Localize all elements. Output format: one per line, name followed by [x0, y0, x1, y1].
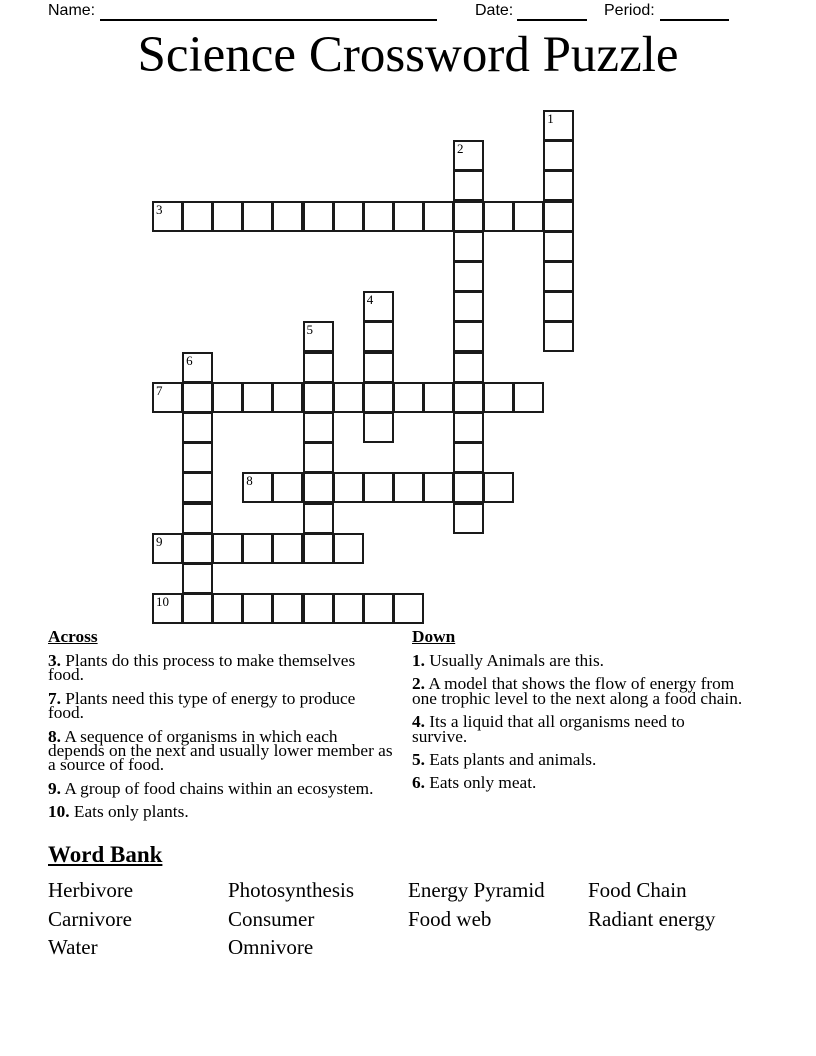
crossword-cell-r14c3[interactable] — [242, 533, 273, 564]
crossword-cell-r12c4[interactable] — [272, 472, 303, 503]
crossword-cell-r12c8[interactable] — [393, 472, 424, 503]
cell-number: 1 — [547, 111, 554, 126]
crossword-cell-r16c7[interactable] — [363, 593, 394, 624]
crossword-cell-r9c9[interactable] — [423, 382, 454, 413]
crossword-cell-r3c0[interactable] — [152, 201, 183, 232]
across-clue-3: 3. Plants do this process to make themselves food. — [48, 651, 356, 685]
crossword-cell-r7c13[interactable] — [543, 321, 574, 352]
crossword-cell-r8c1[interactable] — [182, 352, 213, 383]
crossword-cell-r1c10[interactable] — [453, 140, 484, 171]
crossword-cell-r6c7[interactable] — [363, 291, 394, 322]
word-bank-item: Photosynthesis — [228, 878, 355, 902]
crossword-cell-r3c7[interactable] — [363, 201, 394, 232]
cell-number: 2 — [457, 141, 464, 157]
crossword-cell-r3c10[interactable] — [453, 201, 484, 232]
cell-number: 6 — [186, 352, 193, 368]
clue-number: 4. — [412, 712, 425, 732]
crossword-cell-r7c5[interactable] — [303, 321, 334, 352]
crossword-cell-r5c10[interactable] — [453, 261, 484, 292]
crossword-cell-r15c1[interactable] — [182, 563, 213, 594]
crossword-cell-r16c5[interactable] — [303, 593, 334, 624]
word-bank-heading: Word Bank — [48, 842, 163, 867]
crossword-cell-r3c6[interactable] — [333, 201, 364, 232]
crossword-cell-r9c4[interactable] — [272, 382, 303, 413]
cell-number: 10 — [156, 594, 169, 610]
cell-number: 7 — [156, 382, 163, 398]
crossword-cell-r2c13[interactable] — [543, 170, 574, 201]
crossword-cell-r16c4[interactable] — [272, 593, 303, 624]
crossword-cell-r12c1[interactable] — [182, 472, 213, 503]
name-blank-line[interactable] — [100, 3, 437, 21]
across-clue-9: 9. A group of food chains within an ecosystem. — [48, 778, 374, 798]
word-bank-item: Consumer — [228, 906, 315, 931]
crossword-cell-r10c7[interactable] — [363, 412, 394, 443]
crossword-cell-r14c4[interactable] — [272, 533, 303, 564]
crossword-cell-r14c6[interactable] — [333, 533, 364, 564]
crossword-cell-r13c5[interactable] — [303, 503, 334, 534]
word-bank-item: Carnivore — [48, 906, 132, 931]
crossword-cell-r9c2[interactable] — [212, 382, 243, 413]
crossword-cell-r11c10[interactable] — [453, 442, 484, 473]
crossword-cell-r9c12[interactable] — [513, 382, 544, 413]
crossword-cell-r12c5[interactable] — [303, 472, 334, 503]
across-clues-section — [48, 628, 394, 820]
word-bank-section — [48, 843, 788, 962]
crossword-cell-r3c13[interactable] — [543, 201, 574, 232]
word-bank-item: Energy Pyramid — [408, 878, 545, 902]
crossword-cell-r0c13[interactable] — [543, 110, 574, 141]
crossword-cell-r9c6[interactable] — [333, 382, 364, 413]
crossword-cell-r8c10[interactable] — [453, 352, 484, 383]
crossword-cell-r14c2[interactable] — [212, 533, 243, 564]
date-blank-line[interactable] — [517, 3, 587, 21]
crossword-cell-r10c10[interactable] — [453, 412, 484, 443]
clue-number: 6. — [412, 773, 425, 793]
across-clue-10: 10. Eats only plants. — [48, 802, 189, 822]
down-clues-section — [412, 628, 743, 791]
down-clue-6: 6. Eats only meat. — [412, 773, 537, 793]
crossword-cell-r12c3[interactable] — [242, 472, 273, 503]
crossword-cell-r6c10[interactable] — [453, 291, 484, 322]
crossword-cell-r3c2[interactable] — [212, 201, 243, 232]
crossword-cell-r11c1[interactable] — [182, 442, 213, 473]
crossword-cell-r14c0[interactable] — [152, 533, 183, 564]
crossword-cell-r14c1[interactable] — [182, 533, 213, 564]
word-bank-item: Herbivore — [48, 878, 134, 902]
crossword-cell-r16c8[interactable] — [393, 593, 424, 624]
crossword-cell-r1c13[interactable] — [543, 140, 574, 171]
crossword-cell-r7c7[interactable] — [363, 321, 394, 352]
word-bank-list — [48, 876, 788, 962]
crossword-cell-r9c7[interactable] — [363, 382, 394, 413]
down-clue-2: 2. A model that shows the flow of energy from one trophic level to the next along a food chain. — [412, 674, 743, 708]
crossword-cell-r9c11[interactable] — [483, 382, 514, 413]
crossword-cell-r16c2[interactable] — [212, 593, 243, 624]
crossword-cell-r5c13[interactable] — [543, 261, 574, 292]
crossword-cell-r16c3[interactable] — [242, 593, 273, 624]
word-bank-item: Water — [48, 935, 98, 960]
crossword-cell-r3c1[interactable] — [182, 201, 213, 232]
word-bank-item: Food web — [408, 906, 492, 931]
crossword-cell-r4c13[interactable] — [543, 231, 574, 262]
cell-number: 3 — [156, 201, 163, 217]
crossword-cell-r4c10[interactable] — [453, 231, 484, 262]
cell-number: 9 — [156, 533, 163, 549]
page-title: Science Crossword Puzzle — [137, 27, 679, 83]
name-label: Name: — [48, 2, 96, 19]
crossword-cell-r9c3[interactable] — [242, 382, 273, 413]
crossword-cell-r3c9[interactable] — [423, 201, 454, 232]
across-clue-8: 8. A sequence of organisms in which each depends on the next and usually lower member as a source of food. — [48, 726, 393, 775]
cell-number: 4 — [366, 292, 374, 308]
across-heading: Across — [48, 627, 98, 646]
crossword-cell-r12c10[interactable] — [453, 472, 484, 503]
crossword-cell-r3c3[interactable] — [242, 201, 273, 232]
crossword-cell-r10c5[interactable] — [303, 412, 334, 443]
crossword-cell-r3c12[interactable] — [513, 201, 544, 232]
crossword-cell-r12c9[interactable] — [423, 472, 454, 503]
down-clue-4: 4. Its a liquid that all organisms need to survive. — [412, 712, 685, 746]
crossword-cell-r3c8[interactable] — [393, 201, 424, 232]
crossword-cell-r6c13[interactable] — [543, 291, 574, 322]
crossword-cell-r12c6[interactable] — [333, 472, 364, 503]
crossword-cell-r3c4[interactable] — [272, 201, 303, 232]
crossword-cell-r9c8[interactable] — [393, 382, 424, 413]
crossword-cell-r8c7[interactable] — [363, 352, 394, 383]
crossword-cell-r16c6[interactable] — [333, 593, 364, 624]
clue-number: 10. — [48, 802, 70, 822]
word-bank-item: Omnivore — [228, 935, 314, 960]
clue-number: 1. — [412, 651, 425, 670]
clue-number: 9. — [48, 778, 61, 798]
clue-number: 5. — [412, 750, 425, 770]
crossword-cell-r13c10[interactable] — [453, 503, 484, 534]
crossword-cell-r9c0[interactable] — [152, 382, 183, 413]
crossword-cell-r8c5[interactable] — [303, 352, 334, 383]
crossword-cell-r10c1[interactable] — [182, 412, 213, 443]
crossword-cell-r3c11[interactable] — [483, 201, 514, 232]
crossword-cell-r13c1[interactable] — [182, 503, 213, 534]
crossword-grid — [152, 110, 575, 625]
crossword-cell-r9c5[interactable] — [303, 382, 334, 413]
word-bank-item: Food Chain — [588, 878, 687, 902]
cell-number: 5 — [306, 322, 313, 338]
period-blank-line[interactable] — [660, 3, 729, 21]
crossword-cell-r14c5[interactable] — [303, 533, 334, 564]
crossword-cell-r9c10[interactable] — [453, 382, 484, 413]
across-clue-7: 7. Plants need this type of energy to produce food. — [48, 688, 356, 723]
clue-number: 8. — [48, 726, 61, 746]
date-label: Date: — [475, 2, 514, 19]
crossword-cell-r2c10[interactable] — [453, 170, 484, 201]
word-bank-item: Radiant energy — [588, 906, 716, 931]
clue-number: 3. — [48, 651, 61, 670]
clue-number: 2. — [412, 674, 425, 694]
crossword-cell-r12c7[interactable] — [363, 472, 394, 503]
crossword-cell-r12c11[interactable] — [483, 472, 514, 503]
cell-number: 8 — [246, 473, 253, 489]
crossword-cell-r7c10[interactable] — [453, 321, 484, 352]
down-clue-1: 1. Usually Animals are this. — [412, 651, 604, 670]
period-label: Period: — [604, 2, 655, 19]
crossword-cell-r9c1[interactable] — [182, 382, 213, 413]
down-clue-5: 5. Eats plants and animals. — [412, 750, 597, 770]
crossword-cell-r11c5[interactable] — [303, 442, 334, 473]
crossword-cell-r3c5[interactable] — [303, 201, 334, 232]
down-heading: Down — [412, 627, 456, 646]
crossword-cell-r16c0[interactable] — [152, 593, 183, 624]
crossword-cell-r16c1[interactable] — [182, 593, 213, 624]
clue-number: 7. — [48, 688, 61, 708]
